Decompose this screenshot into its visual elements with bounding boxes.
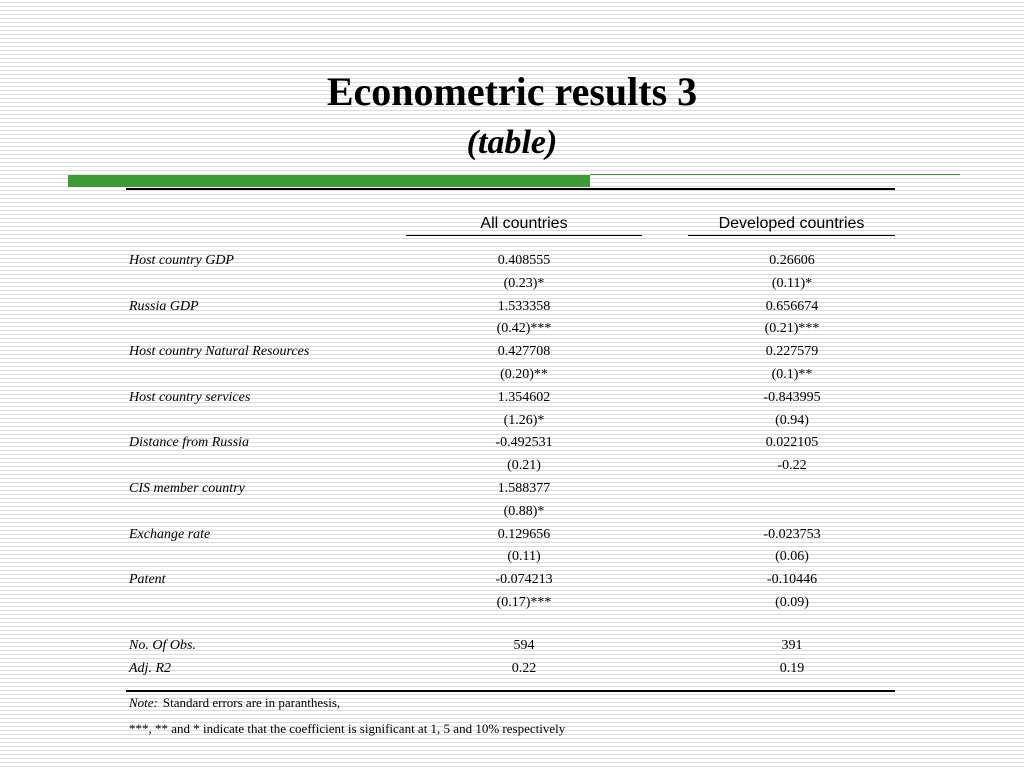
all-countries-value: (0.21) bbox=[507, 458, 541, 474]
all-countries-value: 1.588377 bbox=[497, 481, 551, 496]
column-header-developed-countries: Developed countries bbox=[688, 213, 895, 236]
all-countries-value: (0.11) bbox=[507, 549, 541, 565]
note-label: Note: bbox=[129, 695, 158, 710]
accent-bar bbox=[68, 175, 590, 187]
all-countries-value: 0.427708 bbox=[497, 344, 551, 360]
row-label: Russia GDP bbox=[129, 298, 199, 314]
developed-countries-value: (0.06) bbox=[775, 549, 809, 565]
all-countries-value: 0.22 bbox=[511, 661, 537, 676]
row-label: Host country Natural Resources bbox=[129, 344, 310, 360]
row-label: Exchange rate bbox=[129, 526, 211, 542]
row-label: Distance from Russia bbox=[129, 435, 250, 451]
all-countries-value: -0.074213 bbox=[495, 572, 553, 588]
developed-countries-value: (0.11)* bbox=[771, 275, 813, 291]
all-countries-value: (0.20)** bbox=[500, 367, 548, 382]
row-label: Adj. R2 bbox=[129, 661, 171, 676]
row-label: Host country GDP bbox=[129, 253, 234, 268]
all-countries-value: (0.17)*** bbox=[496, 595, 552, 610]
developed-countries-value: 0.022105 bbox=[765, 435, 819, 451]
all-countries-value: 1.354602 bbox=[497, 389, 551, 405]
developed-countries-value: (0.94) bbox=[775, 412, 809, 428]
all-countries-value: 0.408555 bbox=[497, 253, 551, 268]
developed-countries-value: 0.227579 bbox=[765, 344, 819, 360]
all-countries-value: (1.26)* bbox=[503, 412, 545, 428]
developed-countries-value: (0.1)** bbox=[771, 367, 813, 382]
row-label: CIS member country bbox=[129, 481, 245, 496]
all-countries-value: (0.42)*** bbox=[496, 321, 552, 337]
all-countries-value: -0.492531 bbox=[495, 435, 553, 451]
row-label: No. Of Obs. bbox=[129, 638, 196, 653]
developed-countries-value: -0.843995 bbox=[763, 389, 821, 405]
developed-countries-value: -0.22 bbox=[777, 458, 807, 474]
column-header-all-countries: All countries bbox=[406, 213, 642, 236]
row-label: Host country services bbox=[129, 389, 251, 405]
developed-countries-value: -0.10446 bbox=[766, 572, 818, 588]
all-countries-value: 0.129656 bbox=[497, 526, 551, 542]
row-label: Patent bbox=[129, 572, 166, 588]
all-countries-value: (0.88)* bbox=[503, 503, 545, 519]
note-text: Standard errors are in paranthesis, bbox=[162, 695, 341, 710]
accent-line bbox=[590, 174, 960, 175]
developed-countries-value: 0.19 bbox=[779, 661, 805, 676]
developed-countries-value: 0.656674 bbox=[765, 298, 819, 314]
table-top-rule bbox=[126, 188, 895, 190]
developed-countries-value: 0.26606 bbox=[769, 253, 815, 268]
slide-subtitle: (table) bbox=[466, 124, 558, 161]
table-bottom-rule bbox=[126, 690, 895, 692]
developed-countries-value: (0.09) bbox=[775, 595, 809, 610]
all-countries-value: (0.23)* bbox=[503, 275, 545, 291]
all-countries-value: 1.533358 bbox=[497, 298, 551, 314]
significance-note: ***, ** and * indicate that the coefficient is significant at 1, 5 and 10% respectively bbox=[129, 721, 566, 736]
developed-countries-value: 391 bbox=[781, 638, 803, 653]
table-note bbox=[129, 695, 340, 711]
slide-title: Econometric results 3 bbox=[326, 69, 698, 114]
all-countries-value: 594 bbox=[513, 638, 535, 653]
developed-countries-value: (0.21)*** bbox=[764, 321, 820, 337]
developed-countries-value: -0.023753 bbox=[763, 526, 821, 542]
